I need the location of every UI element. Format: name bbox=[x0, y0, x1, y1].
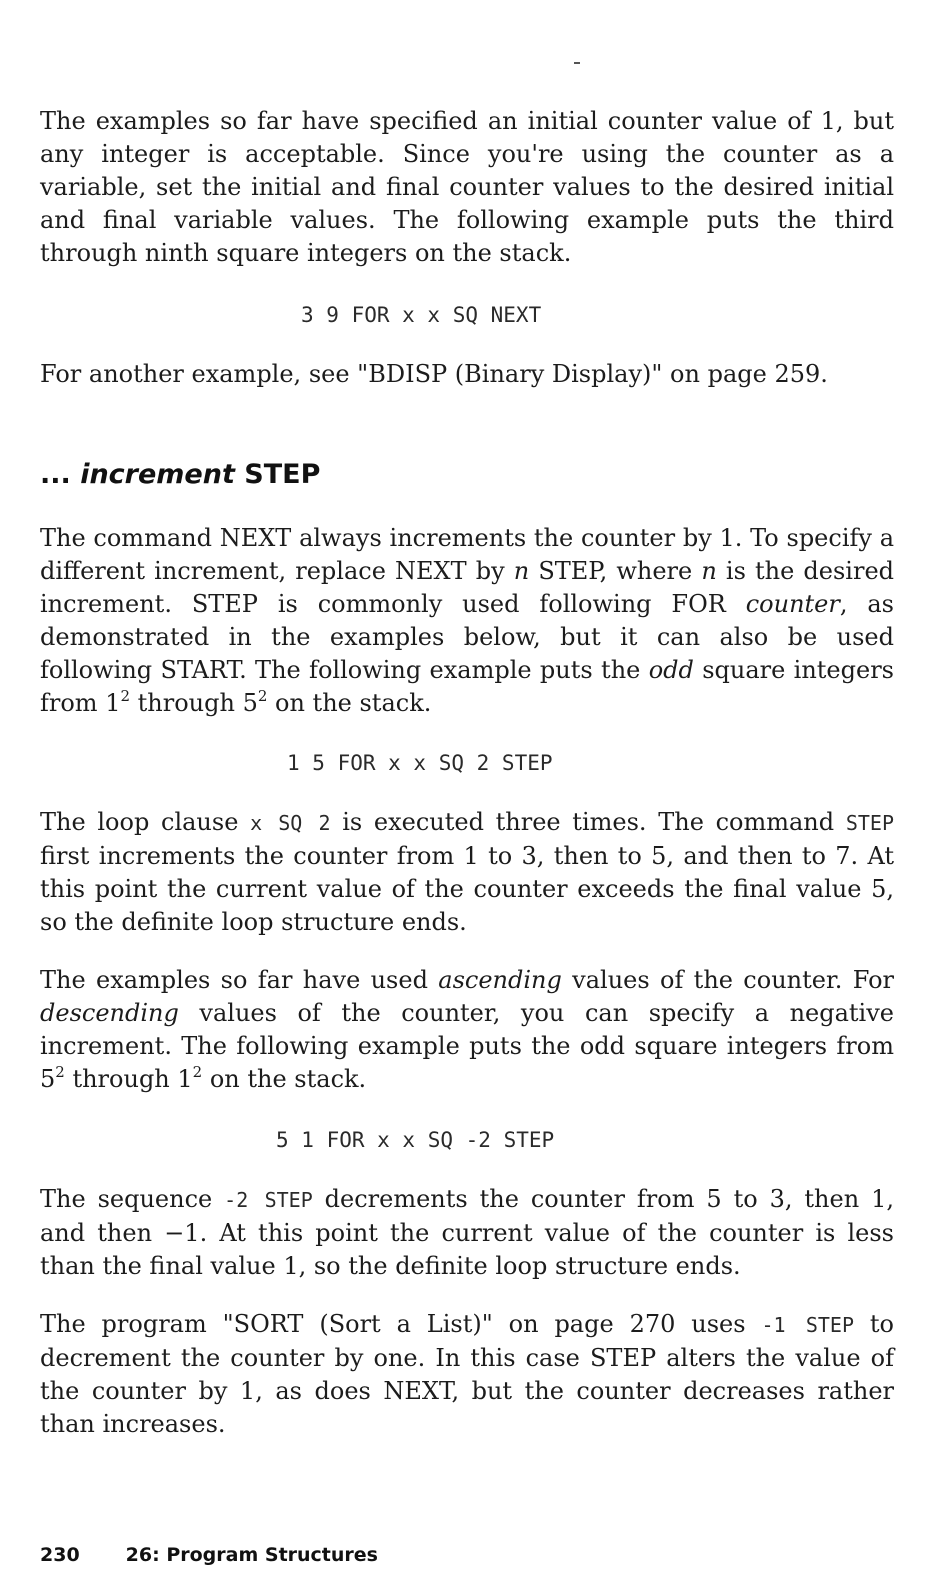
inline-code: x SQ 2 bbox=[250, 811, 331, 835]
paragraph-decrement-sequence bbox=[40, 1183, 894, 1283]
code-example-next: 3 9 FOR x x SQ NEXT bbox=[301, 303, 542, 327]
paragraph-loop-clause bbox=[40, 806, 894, 939]
heading-dots: ... bbox=[40, 459, 71, 490]
superscript: 2 bbox=[55, 1063, 65, 1081]
paragraph-bdisp-reference: For another example, see "BDISP (Binary Display)" on page 259. bbox=[40, 360, 828, 388]
chapter-title: 26: Program Structures bbox=[125, 1544, 378, 1566]
heading-increment: increment bbox=[80, 459, 235, 490]
italic-ascending: ascending bbox=[438, 966, 562, 994]
superscript: 2 bbox=[257, 687, 268, 705]
text-run: STEP, where bbox=[529, 557, 702, 585]
text-run: through 5 bbox=[130, 689, 258, 717]
section-heading bbox=[40, 456, 320, 494]
text-run: The sequence bbox=[40, 1185, 225, 1213]
italic-odd: odd bbox=[648, 656, 694, 684]
text-run: is executed three times. The command bbox=[330, 808, 846, 836]
text-run: values of the counter. For bbox=[561, 966, 894, 994]
text-run: first increments the counter from 1 to 3, then to 5, and then to 7. At this point the current value of the counter exceeds the final value 5, so the definite loop structure ends. bbox=[40, 842, 894, 936]
heading-step: STEP bbox=[244, 459, 321, 490]
scan-mark bbox=[574, 62, 580, 64]
text-run: on the stack. bbox=[267, 689, 432, 717]
text-run: The command NEXT always increments the counter by 1. To specify a different increment, replace NEXT by bbox=[40, 524, 894, 585]
italic-counter: counter bbox=[745, 590, 840, 618]
paragraph-initial-counter: The examples so far have specified an initial counter value of 1, but any integer is acceptable. Since you're using the counter as a variable, set the initial and final counter values to the desired initial and final variable values. The following example puts the third through ninth square integers on the stack. bbox=[40, 107, 894, 267]
text-run: values of the counter, you can specify a negative increment. The following example puts the odd square integers from 5 bbox=[40, 999, 894, 1093]
text-run: The program "SORT (Sort a List)" on page 270 uses bbox=[40, 1310, 762, 1338]
text-run: on the stack. bbox=[202, 1065, 367, 1093]
code-example-negative-step: 5 1 FOR x x SQ -2 STEP bbox=[276, 1128, 555, 1152]
text-run: , as demonstrated in the examples below, but it can also be used following START. The following example puts the bbox=[40, 590, 894, 684]
paragraph-step-intro bbox=[40, 522, 894, 720]
page-footer bbox=[40, 1542, 378, 1568]
text-run: square integers from 1 bbox=[40, 656, 894, 717]
text-run: The examples so far have used bbox=[40, 966, 439, 994]
code-example-step: 1 5 FOR x x SQ 2 STEP bbox=[287, 751, 553, 775]
italic-n: n bbox=[513, 557, 530, 585]
text-run: is the desired increment. STEP is commonly used following FOR bbox=[40, 557, 895, 618]
italic-descending: descending bbox=[40, 999, 179, 1027]
text-run: The loop clause bbox=[40, 808, 251, 836]
text-run: to decrement the counter by one. In this case STEP alters the value of the counter by 1, as does NEXT, but the counter decreases rather than increases. bbox=[40, 1310, 894, 1438]
superscript: 2 bbox=[192, 1063, 203, 1081]
page-number: 230 bbox=[40, 1544, 80, 1566]
text-run: through 1 bbox=[64, 1065, 193, 1093]
superscript: 2 bbox=[120, 687, 131, 705]
inline-code: -1 STEP bbox=[761, 1313, 854, 1337]
text-run: decrements the counter from 5 to 3, then 1, and then −1. At this point the current value of the counter is less than the final value 1, so the definite loop structure ends. bbox=[40, 1185, 894, 1280]
italic-n: n bbox=[701, 557, 717, 585]
inline-code: STEP bbox=[845, 811, 895, 835]
paragraph-descending bbox=[40, 964, 894, 1096]
paragraph-sort-reference bbox=[40, 1308, 894, 1441]
inline-code: -2 STEP bbox=[224, 1188, 313, 1212]
